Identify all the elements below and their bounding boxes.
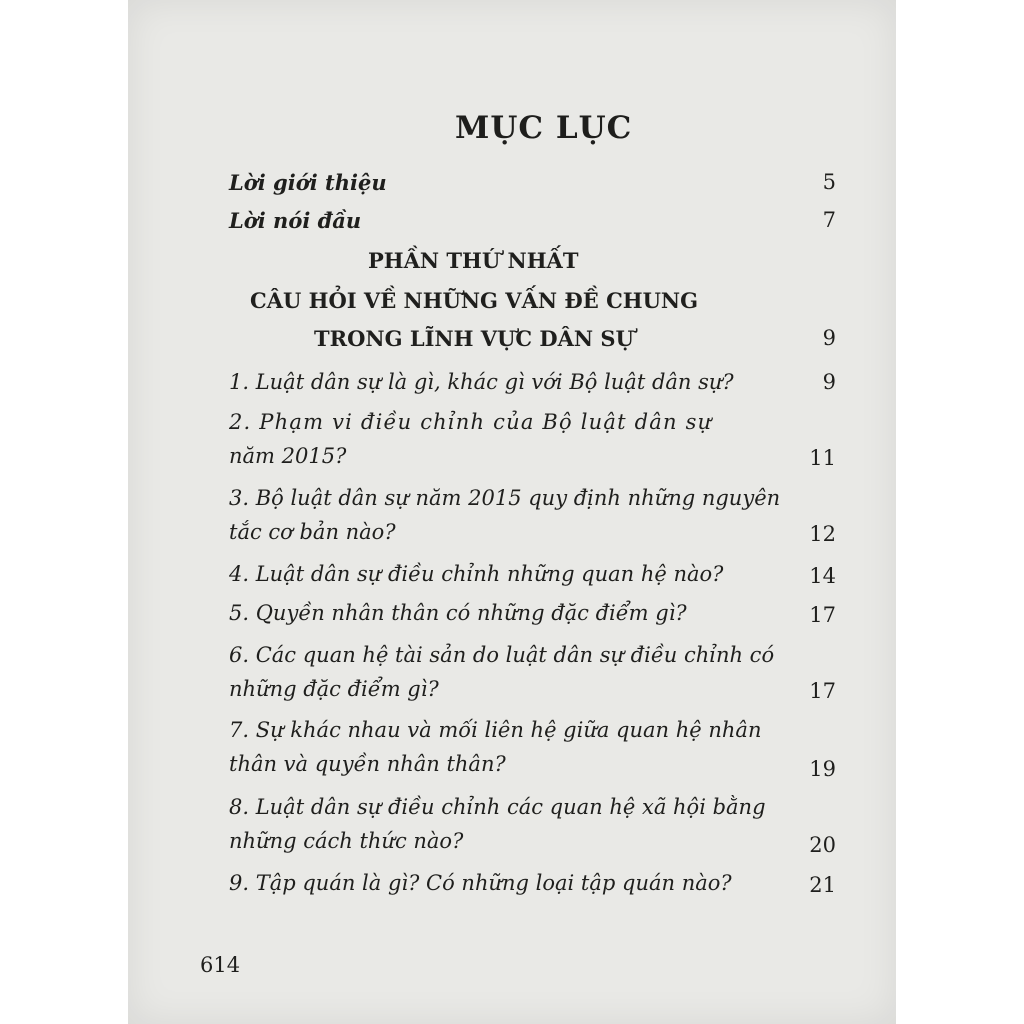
toc-page-1: 9 — [822, 370, 836, 394]
toc-entry-6-line1: 6. Các quan hệ tài sản do luật dân sự điều chỉnh có — [229, 643, 775, 667]
part-subtitle-line2: TRONG LĨNH VỰC DÂN SỰ — [314, 326, 634, 351]
toc-entry-preface: Lời nói đầu — [229, 208, 362, 233]
toc-entry-2-line1: 2. Phạm vi điều chỉnh của Bộ luật dân sự — [229, 410, 713, 434]
toc-entry-3-line2: tắc cơ bản nào? — [229, 520, 396, 544]
toc-page-8: 20 — [809, 833, 836, 857]
toc-page-4: 14 — [809, 564, 836, 588]
toc-entry-intro: Lời giới thiệu — [229, 170, 387, 195]
toc-entry-8-line1: 8. Luật dân sự điều chỉnh các quan hệ xã hội bằng — [229, 795, 766, 819]
toc-entry-7-line2: thân và quyền nhân thân? — [229, 752, 506, 776]
toc-entry-4: 4. Luật dân sự điều chỉnh những quan hệ nào? — [229, 562, 724, 586]
toc-page-5: 17 — [809, 603, 836, 627]
toc-page-preface: 7 — [822, 208, 836, 232]
toc-page-6: 17 — [809, 679, 836, 703]
page-number: 614 — [200, 953, 241, 977]
toc-entry-1: 1. Luật dân sự là gì, khác gì với Bộ luật dân sự? — [229, 370, 734, 394]
toc-page-intro: 5 — [822, 170, 836, 194]
toc-title: MỤC LỤC — [455, 110, 633, 146]
toc-page-9: 21 — [809, 873, 836, 897]
toc-entry-3-line1: 3. Bộ luật dân sự năm 2015 quy định những nguyên — [229, 486, 781, 510]
part-page: 9 — [822, 326, 836, 350]
toc-entry-2-line2: năm 2015? — [229, 444, 347, 468]
toc-entry-5: 5. Quyền nhân thân có những đặc điểm gì? — [229, 601, 687, 625]
toc-page-7: 19 — [809, 757, 836, 781]
toc-page-3: 12 — [809, 522, 836, 546]
toc-entry-7-line1: 7. Sự khác nhau và mối liên hệ giữa quan hệ nhân — [229, 718, 762, 742]
part-subtitle-line1: CÂU HỎI VỀ NHỮNG VẤN ĐỀ CHUNG — [250, 288, 699, 313]
toc-entry-8-line2: những cách thức nào? — [229, 829, 464, 853]
part-heading: PHẦN THỨ NHẤT — [368, 248, 579, 273]
toc-entry-9: 9. Tập quán là gì? Có những loại tập quán nào? — [229, 871, 732, 895]
toc-entry-6-line2: những đặc điểm gì? — [229, 677, 439, 701]
toc-page-2: 11 — [809, 446, 836, 470]
